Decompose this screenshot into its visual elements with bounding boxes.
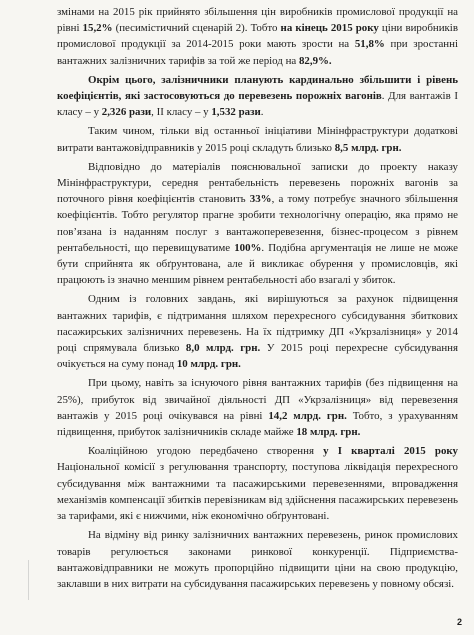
bold-text-run: 33% <box>249 193 272 206</box>
bold-text-run: Окрім цього, залізничники планують кардинально збільшити і рівень коефіцієнтів, які застосовуються до перевезень порожніх вагонів <box>57 73 458 103</box>
text-run: , ІІ класу – у <box>151 106 212 119</box>
text-run: Коаліційною угодою передбачено створення <box>88 445 324 458</box>
text-run: (песимістичний сценарій 2). Тобто <box>112 22 281 35</box>
text-run: Національної комісії з регулювання транспорту, поступова ліквідація перехресного субсидування між вантажними та пасажирськими перевезеннями, впровадження механізмів компенсації збитків перевізникам від здійснення пасажирських перевезень за тарифами, які є нижчими, ніж економічно обґрунтовані. <box>57 461 458 523</box>
paragraph <box>57 72 458 121</box>
text-run: Одним із головних завдань, які вирішуються за рахунок підвищення вантажних тарифів, є підтримання шляхом перехресного субсидування збиткових пасажирських залізничних перевезень. На їх підтримку ДП «Укрзалізниця» у 2014 році спрямувала близько <box>57 293 458 355</box>
paragraph <box>57 4 458 69</box>
paragraph <box>57 443 458 524</box>
text-run: . <box>260 106 264 119</box>
page-number: 2 <box>456 617 462 627</box>
paragraph <box>57 375 458 440</box>
bold-text-run: 8,5 млрд. грн. <box>334 141 402 154</box>
document-body <box>57 4 458 592</box>
bold-text-run: 10 млрд. грн. <box>176 358 241 371</box>
text-run: У 2015 році перехресне субсидування очікується на суму понад <box>57 342 458 371</box>
bold-text-run: 51,8% <box>354 38 385 51</box>
bold-text-run: 15,2% <box>82 22 113 35</box>
text-run: Таким чином, тільки від останньої ініціативи Мінінфраструктури додаткові витрати вантажовідправників у 2015 році складуть близько <box>57 125 458 154</box>
paragraph <box>57 291 458 372</box>
margin-mark <box>28 560 33 600</box>
bold-text-run: 82,9%. <box>298 54 332 67</box>
text-run: . Подібна аргументація не лише не може бути сприйнята як обґрунтована, але й викликає обурення у промисловців, які працюють із значно меншим рівнем рентабельності або взагалі у збиток. <box>57 241 458 287</box>
bold-text-run: 2,326 рази <box>101 106 152 119</box>
bold-text-run: 100% <box>234 241 262 254</box>
text-run: При цьому, навіть за існуючого рівня вантажних тарифів (без підвищення на 25%), прибуток від звичайної діяльності ДП «Укрзалізниця» від перевезення вантажів у 2015 році очікувався на рівні <box>57 377 458 422</box>
text-run: Тобто, з урахуванням підвищення, прибуток залізничників складе майже <box>57 409 458 439</box>
text-run: , а тому потребує значного збільшення коефіцієнтів. Тобто регулятор прагне зробити технологічну операцію, яка прямо не пов’язана із наданням послуг з вантажоперевезення, бізнес-процесом з рівнем рентабельності, що перевищуватиме <box>57 193 458 254</box>
paragraph <box>57 159 458 289</box>
text-run: при зростанні вантажних залізничних тарифів за той же період на <box>57 38 458 67</box>
bold-text-run: 18 млрд. грн. <box>296 426 361 439</box>
bold-text-run: 8,0 млрд. грн. <box>185 342 261 355</box>
text-run: Відповідно до матеріалів пояснювальної записки до проекту наказу Мінінфраструктури, середня рентабельність перевезень порожніх вагонів за поточного рівня коефіцієнтів становить <box>57 160 458 206</box>
text-run: змінами на 2015 рік прийнято збільшення цін виробників промислової продукції на рівні <box>57 6 458 35</box>
bold-text-run: 14,2 млрд. грн. <box>268 409 347 422</box>
bold-text-run: на кінець 2015 року <box>280 22 379 35</box>
paragraph <box>57 527 458 592</box>
paragraph <box>57 123 458 155</box>
text-run: . Для вантажів І класу – у <box>57 90 458 119</box>
text-run: ціни виробників промислової продукції за 2014-2015 роки мають зрости на <box>57 22 458 51</box>
bold-text-run: 1,532 рази <box>211 106 261 119</box>
text-run: На відміну від ринку залізничних вантажних перевезень, ринок промислових товарів регулюється законами ринкової конкуренції. Підприємства-вантажовідправники не можуть пропорційно підвищити ціни на свою продукцію, заклавши в них витрати на субсидування пасажирських перевезень у повному обсязі. <box>57 529 458 590</box>
bold-text-run: у І кварталі 2015 року <box>323 445 458 458</box>
